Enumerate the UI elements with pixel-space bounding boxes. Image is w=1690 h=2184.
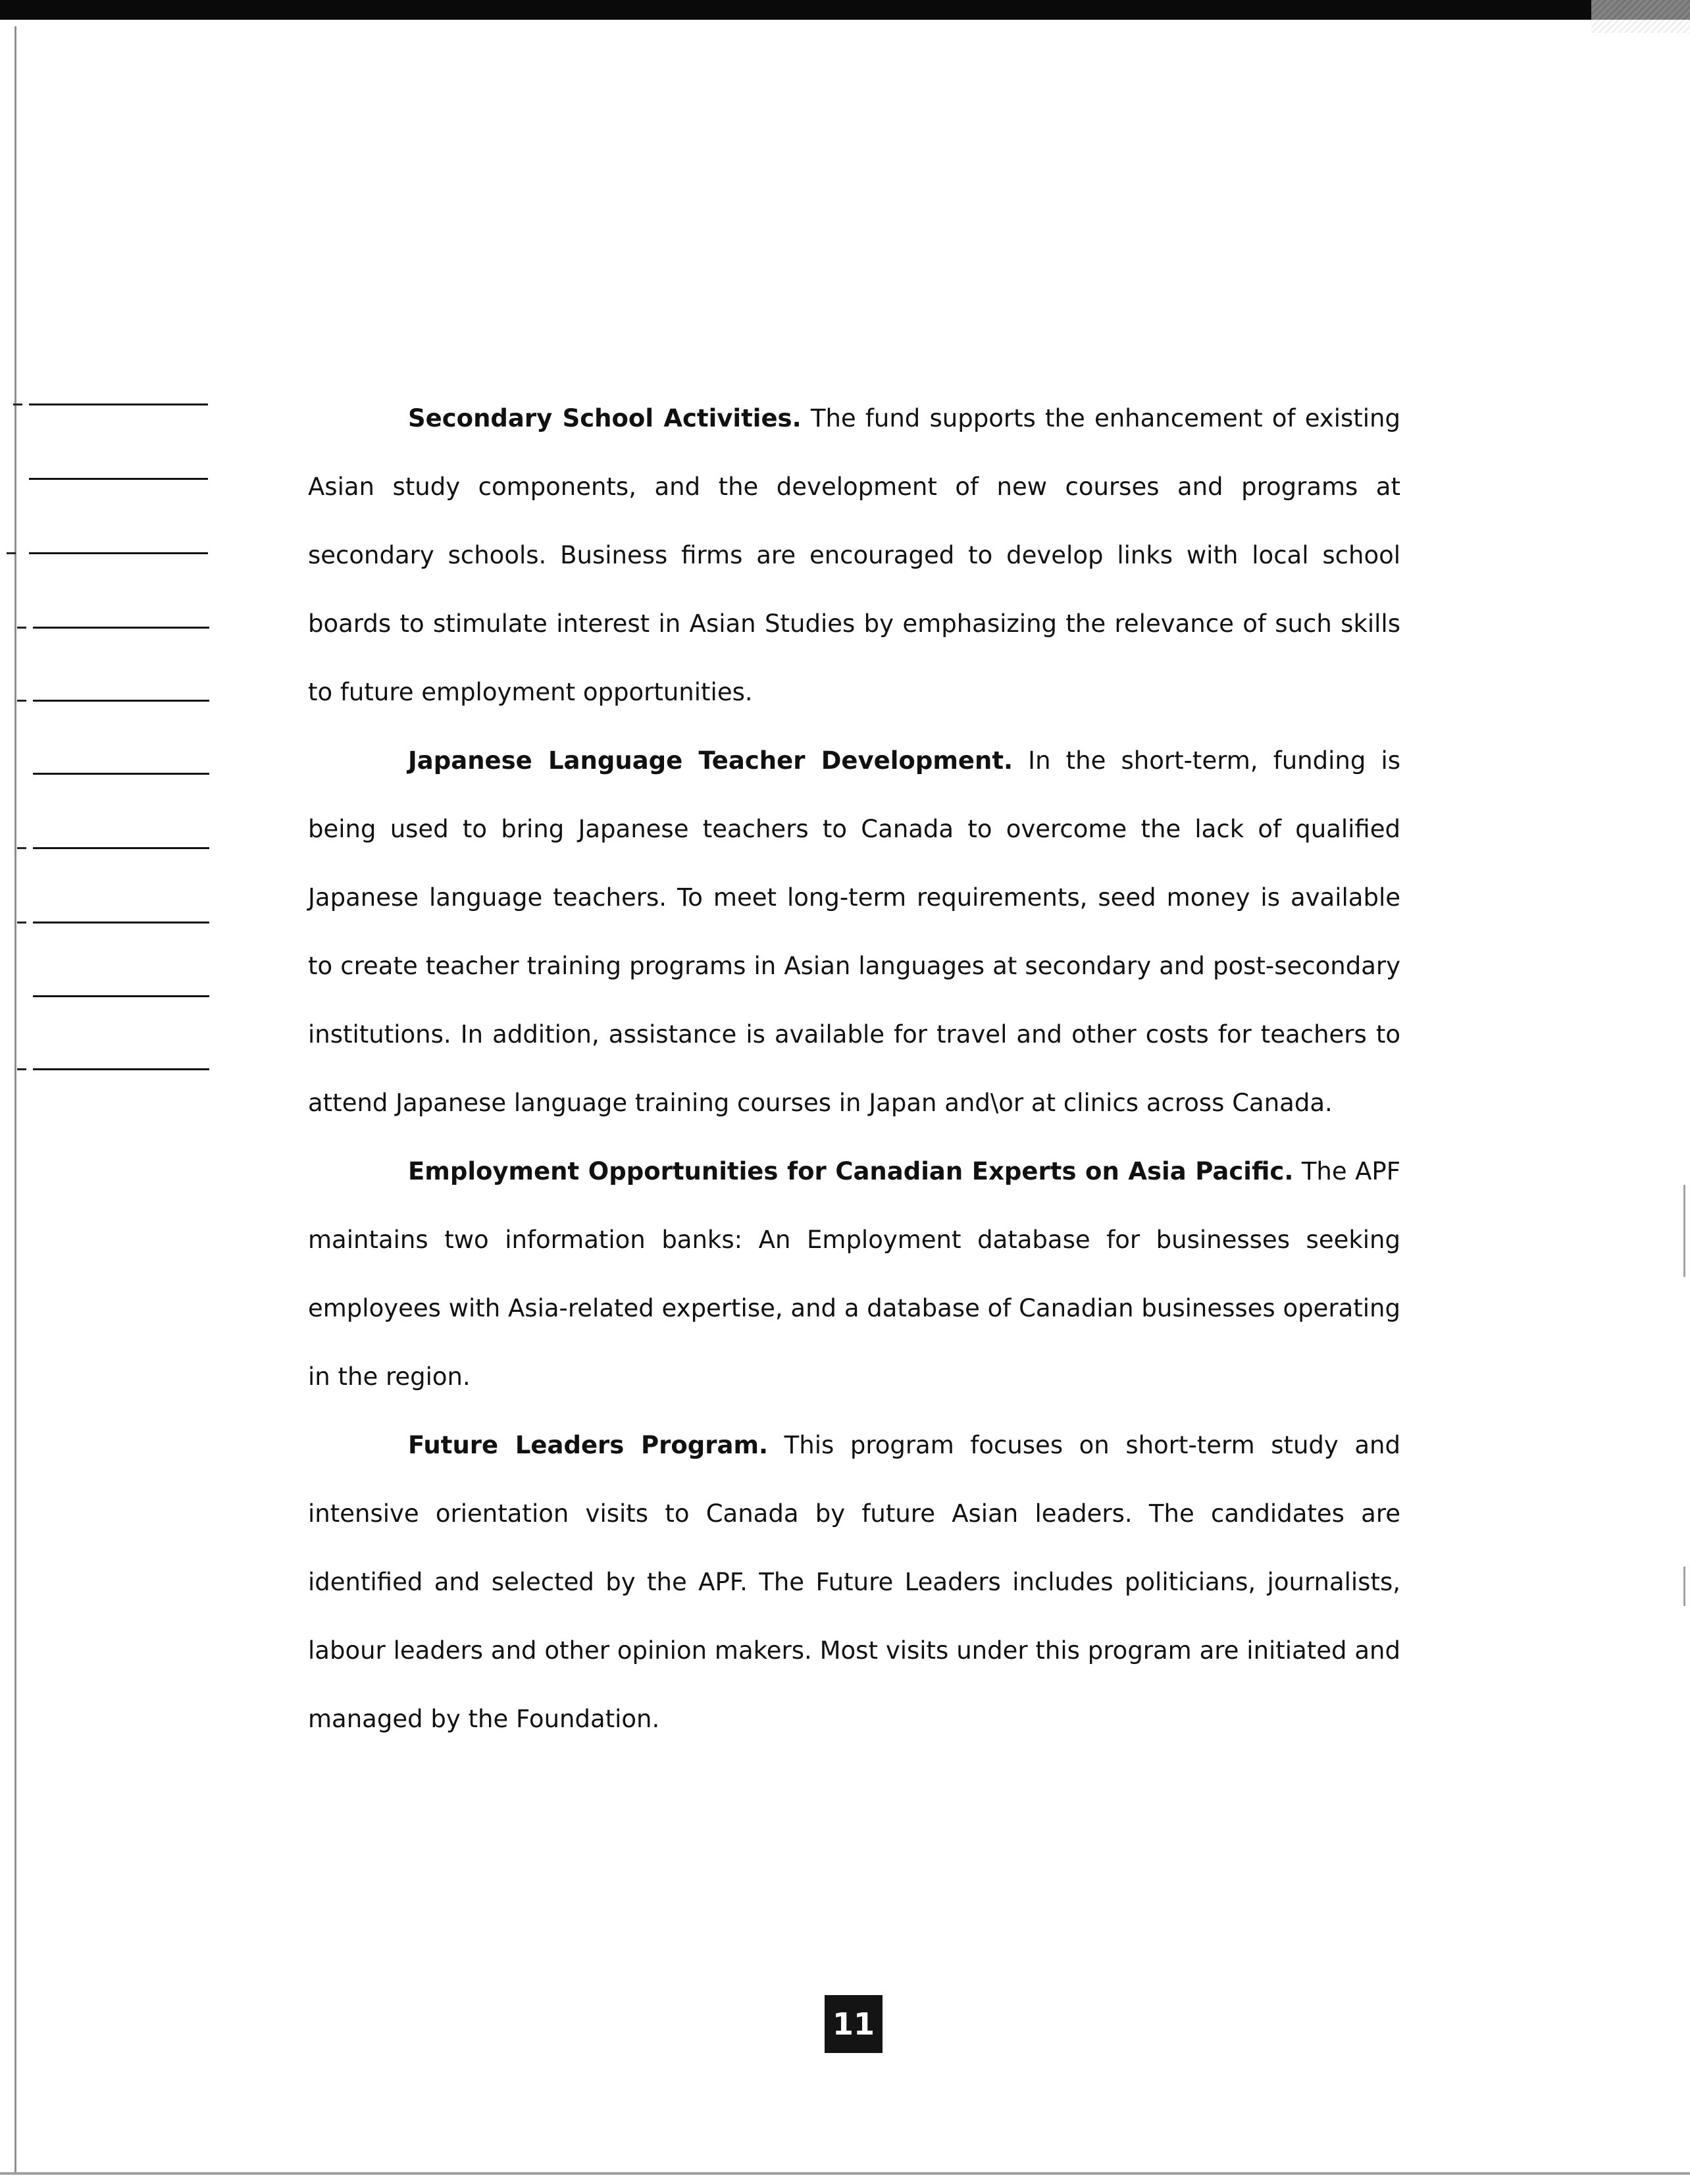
paragraph-heading: Employment Opportunities for Canadian Experts on Asia Pacific. — [408, 1157, 1294, 1185]
scan-left-edge — [14, 26, 16, 2172]
margin-tick — [17, 922, 26, 923]
paragraph-secondary-school — [308, 384, 1400, 727]
margin-rule — [29, 478, 208, 480]
margin-tick — [17, 1068, 26, 1070]
scan-bottom-edge — [0, 2172, 1690, 2175]
margin-rule — [33, 995, 209, 997]
margin-tick — [7, 552, 16, 554]
margin-rule — [33, 1068, 209, 1070]
scan-right-edge-mark — [1683, 1185, 1685, 1277]
paragraph-heading: Japanese Language Teacher Development. — [408, 746, 1013, 775]
scan-noise — [1591, 0, 1690, 33]
page-number: 11 — [825, 1995, 883, 2053]
margin-rule — [33, 847, 209, 849]
margin-tick — [17, 847, 26, 849]
scan-right-edge-mark — [1683, 1567, 1685, 1606]
margin-rule — [33, 773, 209, 775]
margin-rule — [33, 627, 209, 629]
margin-rule — [33, 700, 209, 702]
paragraph-body: This program focuses on short-term study and intensive orientation visits to Canada by future Asian leaders. The candidates are identified and selected by the APF. The Future Leaders includes politicians, journalists, labour leaders and other opinion makers. Most visits under this program are initiated and managed by the Foundation. — [308, 1431, 1400, 1733]
margin-tick — [17, 627, 26, 629]
paragraph-future-leaders — [308, 1411, 1400, 1754]
margin-tick — [17, 700, 26, 702]
paragraph-body: In the short-term, funding is being used to bring Japanese teachers to Canada to overcome the lack of qualified Japanese language teachers. To meet long-term requirements, seed money is available to create teacher training programs in Asian languages at secondary and post-secondary institutions. In addition, assistance is available for travel and other costs for teachers to attend Japanese language training courses in Japan and\or at clinics across Canada. — [308, 746, 1400, 1117]
margin-rule — [33, 922, 209, 923]
paragraph-heading: Secondary School Activities. — [408, 404, 802, 432]
paragraph-body: The fund supports the enhancement of existing Asian study components, and the development of new courses and programs at secondary schools. Business firms are encouraged to develop links with local school boards to stimulate interest in Asian Studies by emphasizing the relevance of such skills to future employment opportunities. — [308, 404, 1400, 706]
paragraph-heading: Future Leaders Program. — [408, 1431, 769, 1459]
scan-top-border — [0, 0, 1690, 20]
margin-rule — [29, 552, 208, 554]
margin-rule — [29, 403, 208, 405]
paragraph-employment-opportunities — [308, 1137, 1400, 1411]
paragraph-japanese-teacher — [308, 727, 1400, 1137]
paragraph-body: The APF maintains two information banks: An Employment database for businesses seeking employees with Asia-related expertise, and a database of Canadian businesses operating in the region. — [308, 1157, 1400, 1391]
body-text — [308, 384, 1400, 1754]
margin-tick — [13, 403, 22, 405]
